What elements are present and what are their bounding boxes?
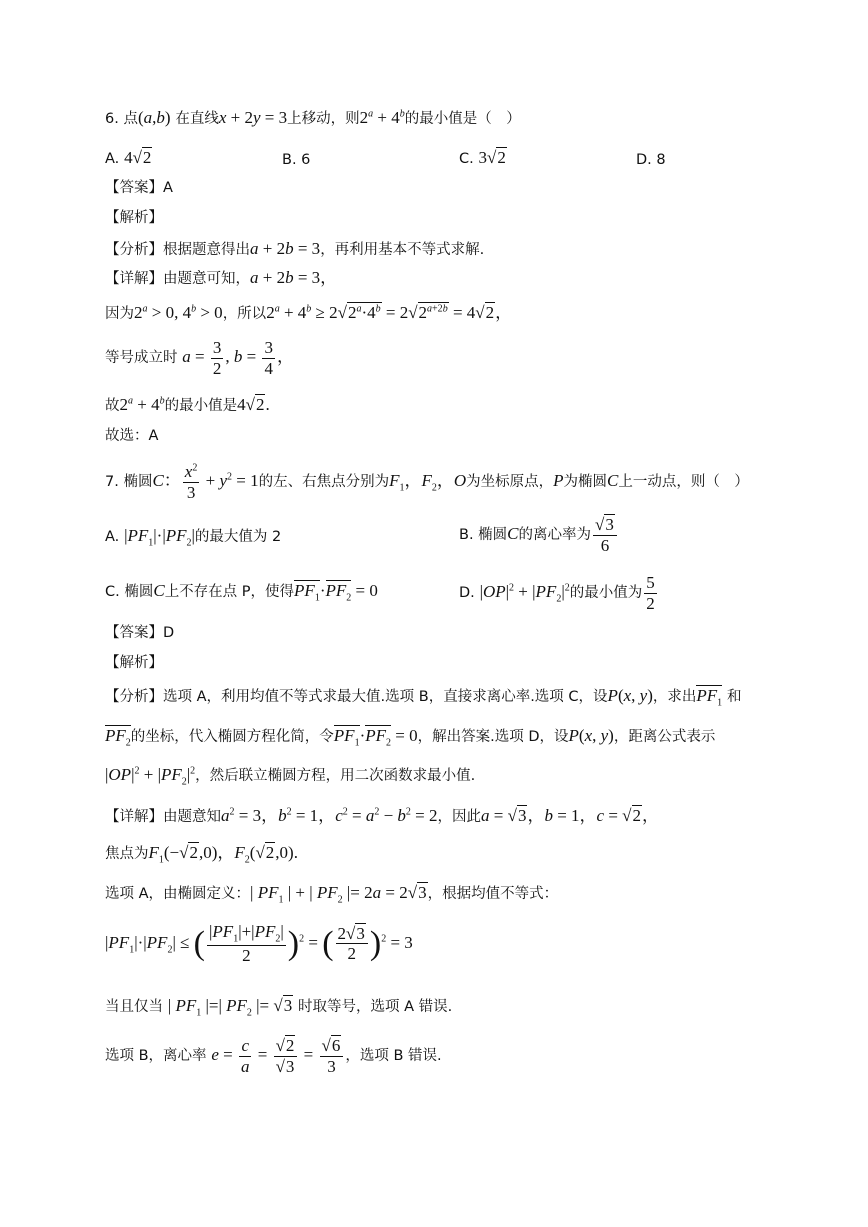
q7-fenxi-p2: P(x, y) [568, 726, 614, 745]
q6-stem [105, 108, 521, 128]
q6-min-target: $2^a + 4^b$ [119, 395, 165, 414]
q6-option-c-label: C. [459, 151, 474, 167]
q7-foci-expr: $F_1$，$F_2$，O [389, 470, 467, 494]
q6-stem-suffix: 的最小值是（ ） [404, 111, 521, 127]
q6-equal-label: 等号成立时 [105, 349, 178, 366]
q7-fenxi-vec2: $PF_2$ [105, 726, 131, 749]
q7-focus-expr: $F_1(-√2,0)$，$F_2(√2,0)$. [148, 843, 298, 866]
q6-because-label: 因为 [105, 306, 134, 322]
q6-so-label: ，所以 [222, 306, 267, 322]
q6-point-expr: (a,b) [137, 108, 171, 127]
q6-because-expr: $2^a > 0$, $4^b > 0$ [134, 303, 223, 322]
q7-fenxi-label: 【分析】 [105, 689, 163, 705]
q6-option-b [282, 150, 310, 168]
q7-option-b [459, 515, 619, 555]
q7-fenxi-line3 [105, 765, 475, 788]
q7-option-d-label: D. [459, 584, 475, 601]
q6-therefore-label: 故 [105, 398, 120, 414]
q6-option-d-label: D. 8 [636, 152, 666, 168]
q6-inequality-expr: $2^a + 4^b \ge 2√2^a\cdot 4^b = 2√2^{a+2b} = 4√2$， [266, 303, 513, 322]
q7-stem-p: 为椭圆 [563, 473, 608, 490]
q7-fenxi-line2 [105, 726, 715, 749]
q7-focus-line [105, 843, 298, 866]
q7-stem-suffix: 上一动点，则（ ） [618, 473, 749, 490]
q7-ellipse-c: C [607, 470, 619, 490]
q6-equal-line [105, 338, 294, 378]
q7-equality-expr: | $PF_1$ |=| $PF_2$ |= √3 [167, 996, 293, 1019]
q6-fenxi [105, 239, 484, 259]
q7-opta-detail: 选项 A，由椭圆定义： [105, 886, 251, 902]
q7-fenxi-2: 的坐标，代入椭圆方程化简，令 [130, 729, 334, 745]
q7-opta-detail2: ，根据均值不等式： [427, 886, 559, 902]
q7-opta-ineq-expr: $|PF_1|\cdot|PF_2|$ ≤ ( $\frac{|PF_1|+|PF_2|}{2}$ )$^2$ = ( $\frac{2√3}{2}$ )$^2$ = 3 [105, 922, 413, 965]
q7-fenxi-1c: 和 [726, 689, 742, 705]
q7-opta-line [105, 883, 558, 906]
q7-option-c-expr: $PF_1\cdot PF_2 = 0$ [294, 581, 378, 604]
q7-option-c [105, 580, 378, 603]
q7-fenxi-3: ，然后联立椭圆方程，用二次函数求最小值. [195, 768, 476, 784]
q7-optb-detail: 选项 B，离心率 [105, 1047, 207, 1064]
q7-option-b-text: 的离心率为 [518, 526, 592, 543]
q7-option-b-label: B. 椭圆 [459, 526, 508, 543]
q6-equal-expr: a = $\frac{3}{2}$ , b = $\frac{3}{4}$ ， [182, 338, 294, 378]
q6-option-a-value: 4√2 [124, 148, 152, 167]
q6-xiangjie-text: 由题意可知， [163, 271, 250, 287]
q7-fenxi-2b: ，解出答案.选项 D，设 [417, 729, 569, 745]
q6-choose: 故选：A [105, 428, 159, 444]
q7-fenxi-dot: $PF_1\cdot PF_2 = 0$ [333, 726, 418, 749]
q7-option-d-expr: $|OP|^2 + |PF_2|^2$ [479, 581, 570, 605]
q6-min-label: 的最小值是 [164, 398, 238, 414]
q6-min-value: 4√2. [237, 395, 270, 414]
q6-option-d [636, 150, 666, 168]
q6-xiangjie [105, 268, 337, 288]
q6-line-expr: x + 2y = 3 [218, 108, 288, 127]
q7-option-c-text: 上不存在点 P，使得 [164, 584, 295, 600]
q7-fenxi-1b: ，求出 [652, 689, 697, 705]
q7-option-c-label: C. 椭圆 [105, 584, 154, 600]
q7-equality-text2: 时取等号，选项 A 错误. [298, 999, 453, 1015]
q7-equality-line [105, 996, 452, 1019]
q7-option-a-label: A. [105, 529, 120, 545]
q6-option-a [105, 148, 152, 168]
q7-xiangjie-1: 由题意知 [163, 809, 221, 825]
q7-fenxi-1: 选项 A，利用均值不等式求最大值.选项 B，直接求离心率.选项 C，设 [163, 689, 608, 705]
q7-stem [105, 462, 749, 502]
q7-option-b-value: $\frac{√3}{6}$ [591, 524, 619, 543]
q7-focus-label: 焦点为 [105, 846, 149, 862]
q6-option-b-label: B. 6 [282, 152, 311, 168]
q7-opta-ineq [105, 922, 413, 965]
q7-fenxi-distance: $|OP|^2 + |PF_2|^2$ [105, 765, 196, 788]
q6-analysis-header: 【解析】 [105, 210, 163, 226]
q7-fenxi-p1: P(x, y) [607, 686, 653, 705]
q7-xiangjie-expr2: a = √3，b = 1，c = √2， [481, 806, 659, 825]
q6-answer: 【答案】A [105, 180, 173, 196]
q7-stem-prefix: 7. 椭圆 [105, 473, 153, 490]
q6-because-line [105, 303, 512, 323]
q6-stem-prefix: 6. 点 [105, 111, 138, 127]
q7-point-p: P [553, 470, 564, 490]
q6-target-expr: $2^a + 4^b$ [359, 108, 405, 127]
q7-ellipse-expr: C： $\frac{x^2}{3}$ + $y^2 = 1$ [152, 462, 259, 502]
q6-stem-mid2: 上移动，则 [287, 111, 360, 127]
q6-fenxi-expr: a + 2b = 3 [250, 239, 321, 258]
q7-option-d [459, 573, 659, 613]
q7-optb-detail2: ，选项 B 错误. [345, 1047, 442, 1064]
q7-option-d-value: $\frac{5}{2}$ [646, 573, 655, 613]
q7-option-c-c: C [153, 581, 165, 600]
q7-option-d-text: 的最小值为 [569, 584, 643, 601]
q7-xiangjie-label: 【详解】 [105, 809, 163, 825]
q7-xiangjie-expr1: $a^2 = 3$，$b^2 = 1$，$c^2 = a^2 - b^2 = 2$ [221, 806, 438, 825]
q6-option-c-value: 3√2 [478, 148, 506, 167]
q6-xiangjie-label: 【详解】 [105, 271, 163, 287]
q7-opta-def: | $PF_1$ | + | $PF_2$ |= 2a = 2√3 [250, 883, 427, 906]
q7-option-a-text: 的最大值为 2 [194, 529, 282, 545]
q7-fenxi-2c: ，距离公式表示 [613, 729, 716, 745]
q6-fenxi-text1: 根据题意得出 [163, 242, 250, 258]
q7-option-b-c: C [507, 523, 519, 543]
q7-xiangjie-1b: ，因此 [437, 809, 482, 825]
q7-optb-line [105, 1036, 442, 1076]
q7-analysis-header: 【解析】 [105, 655, 163, 671]
q6-fenxi-text2: ，再利用基本不等式求解. [320, 242, 485, 258]
q7-equality-label: 当且仅当 [105, 999, 163, 1015]
q6-fenxi-label: 【分析】 [105, 242, 163, 258]
q7-answer: 【答案】D [105, 625, 175, 641]
q7-option-a-expr: $|PF_1|\cdot|PF_2|$ [124, 526, 195, 549]
q7-stem-o: 为坐标原点， [466, 473, 554, 490]
q7-fenxi-line1 [105, 686, 741, 709]
q6-option-a-label: A. [105, 151, 120, 167]
q6-option-c [459, 148, 507, 168]
q7-fenxi-vec1: $PF_1$ [696, 686, 723, 709]
q7-stem-mid: 的左、右焦点分别为 [258, 473, 390, 490]
q6-xiangjie-expr: a + 2b = 3， [250, 268, 338, 287]
q6-stem-mid1: 在直线 [175, 111, 219, 127]
q7-xiangjie-line1 [105, 806, 659, 826]
q7-optb-expr: e = $\frac{c}{a}$ = $\frac{√2}{√3}$ = $\frac{√6}{3}$ [211, 1045, 345, 1064]
q7-option-a [105, 525, 281, 548]
q6-min-line [105, 395, 270, 415]
